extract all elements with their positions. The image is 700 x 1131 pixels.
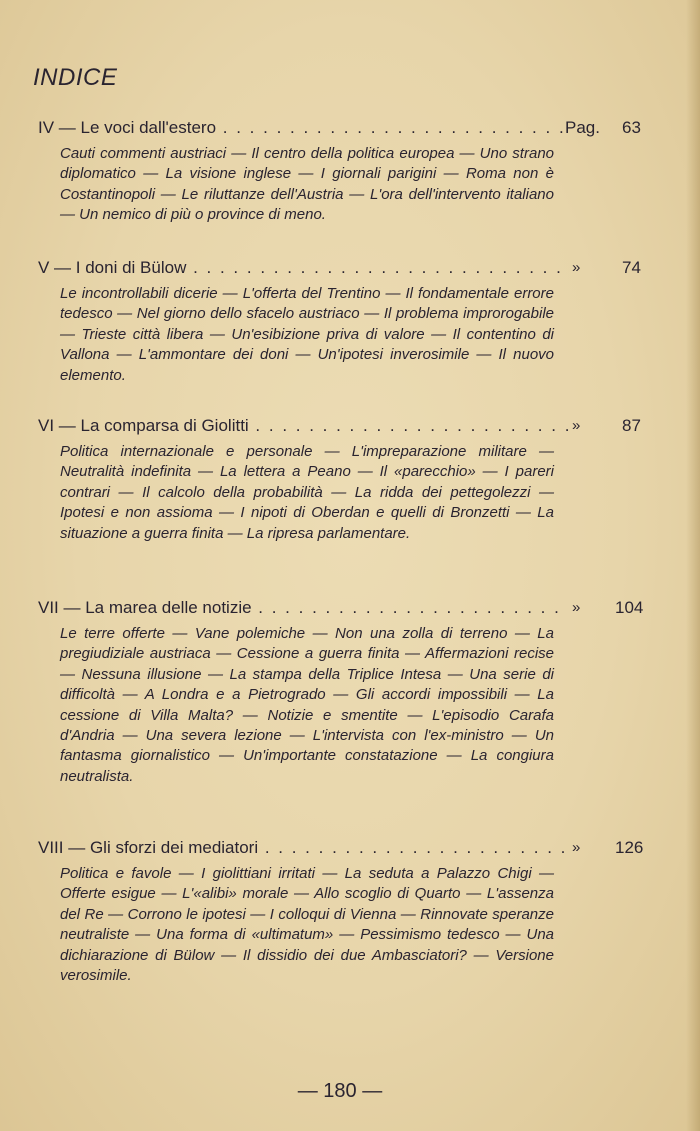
- page-footer-number: — 180 —: [297, 1080, 383, 1102]
- index-entry-viii: [38, 836, 645, 986]
- page-number: 104: [615, 598, 644, 617]
- index-entry-vii: [38, 596, 645, 787]
- chapter-title: IV — Le voci dall'estero . . .: [38, 116, 568, 140]
- page-prefix: »: [572, 839, 581, 856]
- chapter-title: VI — La comparsa di Giolitti . . .: [38, 414, 568, 438]
- page-number: 126: [615, 838, 644, 857]
- entry-heading-row: [38, 414, 645, 438]
- chapter-summary: Cauti commenti austriaci — Il centro della politica europea — Uno strano diplomatico — La visione inglese — I giornali parigini — Roma non è Costantinopoli — Le riluttanze dell'Austria — L'ora dell'intervento italiano — Un nemico di più o province di meno.: [60, 145, 554, 224]
- chapter-title: V — I doni di Bülow . . .: [38, 256, 568, 280]
- index-entry-iv: [38, 116, 645, 226]
- entry-heading-row: [38, 116, 645, 140]
- index-heading: INDICE: [33, 64, 118, 91]
- page-number: 74: [622, 258, 641, 277]
- page-prefix: »: [572, 417, 581, 434]
- page-prefix: »: [572, 259, 581, 276]
- chapter-summary: Le incontrollabili dicerie — L'offerta del Trentino — Il fondamentale errore tedesco — Nel giorno dello sfacelo austriaco — Il problema improrogabile — Trieste città libera — Un'esibizione priva di valore — Il contentino di Vallona — L'ammontare dei doni — Un'ipotesi inverosimile — Il nuovo elemento.: [60, 285, 554, 384]
- index-entry-vi: [38, 414, 645, 544]
- entry-heading-row: [38, 596, 645, 620]
- page-number: 63: [622, 118, 641, 137]
- page-number: 87: [622, 416, 641, 435]
- entry-heading-row: [38, 256, 645, 280]
- chapter-summary: Le terre offerte — Vane polemiche — Non una zolla di terreno — La pregiudiziale austriaca — Cessione a guerra finita — Affermazioni recise — Nessuna illusione — La stampa della Triplice Intesa — Una serie di difficoltà — A Londra e a Pietrogrado — Gli accordi impossibili — La cessione di Villa Malta? — Notizie e smentite — L'episodio Carafa d'Andria — Una severa lezione — L'intervista con l'ex-ministro — Un fantasma giornalistico — Un'importante constatazione — La congiura neutralista.: [60, 625, 554, 785]
- index-entry-v: [38, 256, 645, 386]
- entry-heading-row: [38, 836, 645, 860]
- page-edge-shadow: [686, 0, 700, 1131]
- chapter-title: VIII — Gli sforzi dei mediatori . . .: [38, 836, 568, 860]
- chapter-summary: Politica internazionale e personale — L'impreparazione militare — Neutralità indefinita — La lettera a Peano — Il «parecchio» — I pareri contrari — Il calcolo della probabilità — La ridda dei pettegolezzi — Ipotesi e non assioma — I nipoti di Oberdan e quelli di Bronzetti — La situazione a guerra finita — La ripresa parlamentare.: [60, 443, 554, 542]
- chapter-title: VII — La marea delle notizie . . .: [38, 596, 568, 620]
- chapter-summary: Politica e favole — I giolittiani irritati — La seduta a Palazzo Chigi — Offerte esigue — L'«alibi» morale — Allo scoglio di Quarto — L'assenza del Re — Corrono le ipotesi — I colloqui di Vienna — Rinnovate speranze neutraliste — Una forma di «ultimatum» — Pessimismo tedesco — Una dichiarazione di Bülow — Il dissidio dei due Ambasciatori? — Versione verosimile.: [60, 865, 554, 985]
- page-prefix: »: [572, 599, 581, 616]
- page-prefix: Pag.: [565, 118, 600, 137]
